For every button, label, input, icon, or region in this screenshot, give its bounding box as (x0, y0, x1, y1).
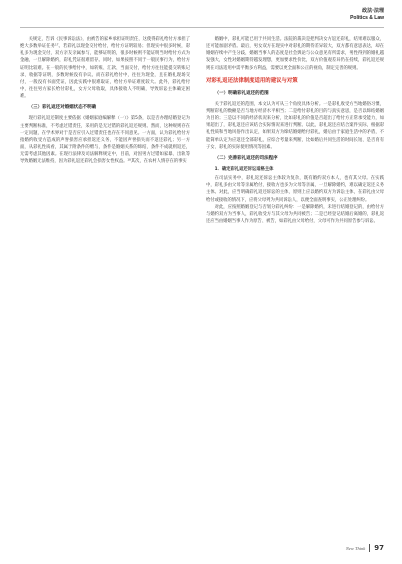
paragraph: 婚姻中，彩礼可能已用于共同生活。法院的裁决是把判决女方返还彩礼，结果难以服众，还可能加剧矛盾。最后，男女双方在现实中对彩礼的期待差异较大，双方都有意思表达，却在婚姻存续中产生分歧，婚姻当事人的态度是社会舆论与公众意见有所需求，男性得到的婚礼越发强大，女性对婚姻期待越发理想，更加要求性价比，双方价值观差异仍在持续，彩礼返还规则在司法适用中需平衡多方利益，需要以更全面和公正的视角，制定完善的规则。 (206, 37, 384, 71)
running-header (350, 8, 384, 22)
section-title-en: Politics & Law (350, 15, 384, 21)
paragraph: 关于彩礼返还的范围，本文认为可从三个角度具体分析。一是彩礼收受方当地婚俗习惯，判断彩礼的数额是否与地方经济水平相当；二是给付彩礼的目的与真实意思，是否以缔结婚姻为目的；三是以不同的经济状况来分析，比如彩礼的价值是否超出了给付方正常承受能力，如果超出了，彩礼返还应该结合实际情况来进行判断。以此，彩礼返还应结合案件实际，根据彩礼性质和当地风俗作出认定，如果双方为缔结婚姻给付彩礼，婚后由于家庭生活中的矛盾，不能简单认定为应返还全部彩礼，应综合考量来判断，比如婚后共同生活的时间长短、是否育有子女、彩礼的实际使用情况等因素。 (206, 101, 384, 150)
paragraph: 对此，应按照婚姻登记与否划分彩礼纠纷：一是解除婚约，未进行结婚登记的，由给付方与婚约双方为当事人，彩礼收受方与其父母为共同被告；二是已经登记结婚后离婚的，彩礼返还应当由婚姻当事人作为原告、被告，如彩礼由父母给付，父母可作为共同原告参与诉讼。 (206, 204, 384, 224)
left-column (20, 36, 190, 166)
paragraph: 关规定，告诉《民事诉讼法》，由被告的家乡承担证明责任，这使得彩礼给付方承担了绝大多数举证任务¹⁷。若彩礼以现金交付给付，给付方证明较易；但现实中很多时候，彩礼多为现金交付，双方亲友亲属参与，能够证明的，很多时候则不能证明当时给付方式为金融，一旦解除婚约，彩礼凭证很难留存。同时，如果按照不同于一般民事行为，给付方证明比较难。在一般的民事给付中，如转账、汇款、当面交付，给付方往往能提交转账记录、收据等证明，多数时候没有争议。而在彩礼给付中，往往为现金，且在婚礼现场交付，一般没有书面凭证，因此实践中很难取证，给付方举证难度较大。此外，彩礼给付中，往往男方家长给付彩礼，女方父母收取，具体接收人不明确，导致诉讼主体确定困难。 (20, 37, 190, 100)
footer-divider (369, 544, 370, 552)
section-title-cn: 政法·法理 (362, 8, 384, 14)
subsection-heading: （三）彩礼返还对婚姻状态不明确 (28, 105, 97, 111)
paragraph: 现行彩礼返还制度主要依据《婚姻家庭编解释（一）》第5条，以是否办理结婚登记为主要判断标准，不考虑过错责任，采用的是无过错的彩礼返还规则。然而，这种规则存在一定问题，在学术界对于是否应引入过错责任也存在不同意见。一方面，认为彩礼给付方指婚约收受方造成的声誉损害应承担返还义务，不能因声誉损失而不返还彩礼；另一方面，从彩礼性质看，其属于附条件的赠与，条件是婚姻关系的缔结，条件不成就则返还，无需考虑其他因素。在现行法律及司法解释规定中，目前，对因男方过错如家暴、出轨等导致婚姻无法维持，因为彩礼返还彩礼会损害女性权益。¹⁸其次，在农村人情存在的事实 (20, 116, 190, 165)
page-footer (346, 544, 384, 552)
subsection-heading: （一）明确彩礼返还的范围 (214, 90, 269, 96)
journal-name: New Think (345, 545, 366, 551)
sub-subsection-heading: 1．确定彩礼返还诉讼适格主体 (214, 166, 274, 172)
page-number: 97 (374, 544, 384, 552)
subsection-heading: （二）完善彩礼返还的司法程序 (214, 155, 278, 161)
right-column (206, 36, 384, 225)
paragraph: 在司法实务中，彩礼返还诉讼主体较为复杂，既有婚约双方本人，也有其父母。在实践中，彩礼多由父母等亲属给付，接收方也多为父母等亲属，一旦解除婚约，难以确定返还义务主体。对此，应当明确彩礼返还诉讼的主体，原则上应以婚约双方为诉讼主体，在彩礼由父母给付或接收的情况下，应将父母列为共同诉讼人，以便全面查明事实，公正处理纠纷。 (206, 176, 384, 203)
section-heading: 对彩礼返还法律制度适用的建议与对策 (206, 77, 298, 84)
header-divider (20, 27, 384, 28)
